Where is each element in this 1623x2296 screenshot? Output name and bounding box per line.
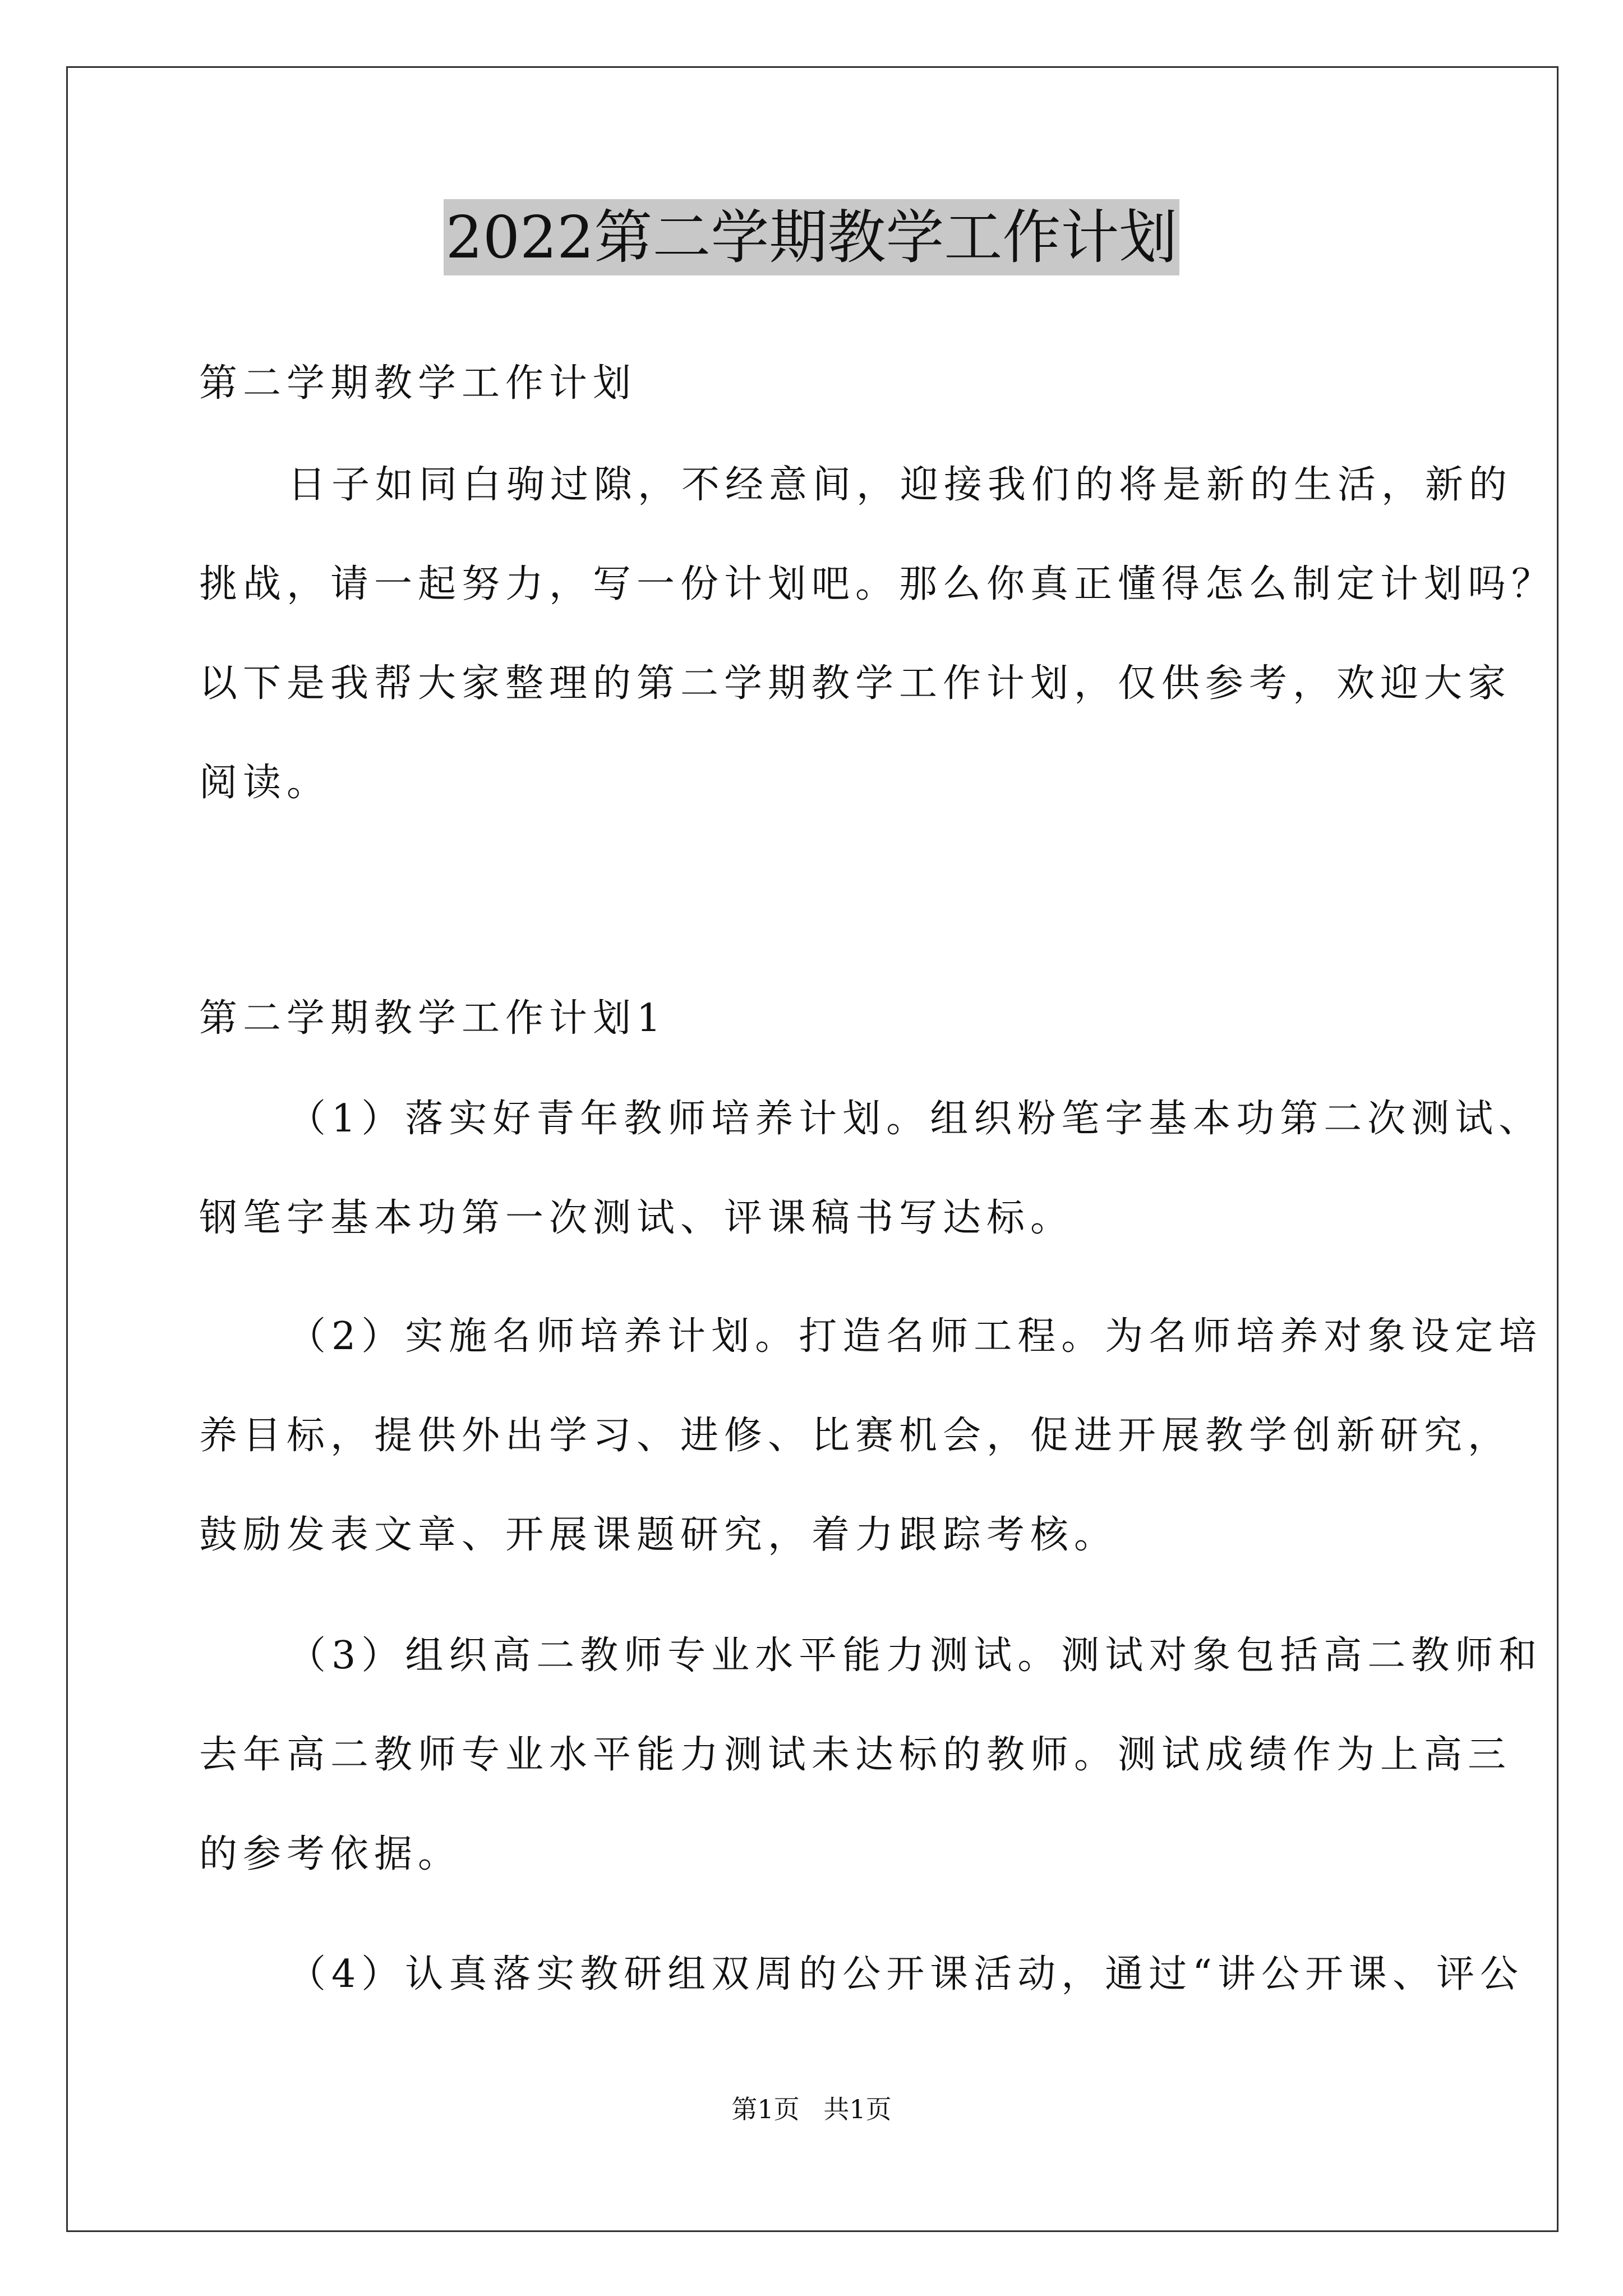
- intro-line: 阅读。: [199, 761, 331, 805]
- heading-2-text: 第二学期教学工作计划1: [199, 996, 667, 1041]
- document-title: 2022第二学期教学工作计划: [444, 199, 1180, 275]
- heading-1: [199, 334, 1433, 433]
- item-3-paragraph: [199, 1606, 1543, 1904]
- item-4-paragraph: [199, 1925, 1524, 2024]
- item-1-line: （1）落实好青年教师培养计划。组织粉笔字基本功第二次测试、: [288, 1097, 1543, 1141]
- item-1-paragraph: [199, 1069, 1543, 1268]
- item-4-line: （4）认真落实教研组双周的公开课活动，通过“讲公开课、评公: [288, 1952, 1524, 1996]
- intro-line: 日子如同白驹过隙，不经意间，迎接我们的将是新的生活，新的: [288, 463, 1513, 507]
- intro-line: 挑战，请一起努力，写一份计划吧。那么你真正懂得怎么制定计划吗？: [199, 562, 1556, 606]
- item-2-paragraph: [199, 1287, 1543, 1585]
- item-3-line: 的参考依据。: [199, 1832, 462, 1876]
- item-1-line: 钢笔字基本功第一次测试、评课稿书写达标。: [199, 1196, 1075, 1240]
- intro-line: 以下是我帮大家整理的第二学期教学工作计划，仅供参考，欢迎大家: [199, 661, 1512, 706]
- heading-1-text: 第二学期教学工作计划: [199, 361, 637, 406]
- page-total: 共1页: [823, 2094, 892, 2124]
- title-wrap: [0, 199, 1623, 275]
- heading-2: [199, 969, 1433, 1068]
- item-2-line: 鼓励发表文章、开展课题研究，着力跟踪考核。: [199, 1513, 1118, 1557]
- item-3-line: 去年高二教师专业水平能力测试未达标的教师。测试成绩作为上高三: [199, 1733, 1512, 1777]
- item-3-line: （3）组织高二教师专业水平能力测试。测试对象包括高二教师和: [288, 1634, 1543, 1678]
- page-footer: [0, 2092, 1623, 2126]
- intro-paragraph: [199, 435, 1556, 832]
- item-2-line: 养目标，提供外出学习、进修、比赛机会，促进开展教学创新研究，: [199, 1414, 1512, 1458]
- item-2-line: （2）实施名师培养计划。打造名师工程。为名师培养对象设定培: [288, 1314, 1543, 1359]
- page-current: 第1页: [731, 2094, 800, 2124]
